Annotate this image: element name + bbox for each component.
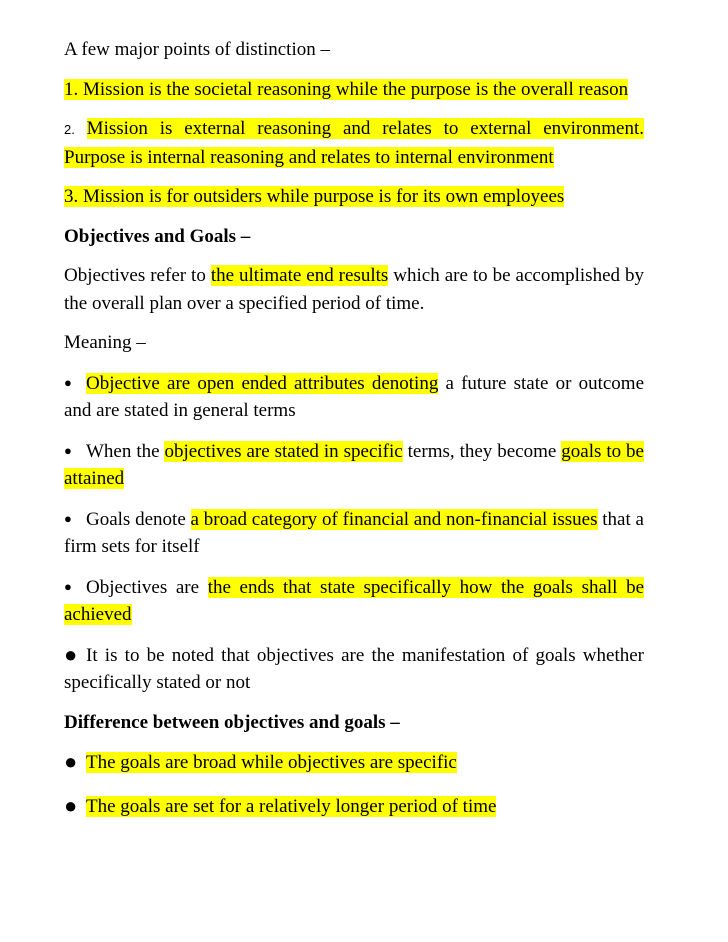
meaning-bullet-2: ● When the objectives are stated in specific terms, they become goals to be attained bbox=[64, 437, 644, 493]
meaning-bullet-3: ● Goals denote a broad category of financial and non-financial issues that a firm sets for itself bbox=[64, 505, 644, 561]
bullet-icon: ● bbox=[64, 578, 72, 594]
point-3 bbox=[64, 183, 644, 211]
point-2 bbox=[64, 115, 644, 171]
highlight: a broad category of financial and non-financial issues bbox=[190, 508, 598, 530]
highlight: The goals are set for a relatively longer period of time bbox=[86, 795, 497, 817]
objectives-definition: Objectives refer to the ultimate end results which are to be accomplished by the overall plan over a specified period of time. bbox=[64, 265, 644, 314]
meaning-heading: Meaning – bbox=[64, 332, 146, 353]
highlight: The goals are broad while objectives are specific bbox=[86, 752, 457, 773]
bullet-icon: ● bbox=[64, 641, 78, 667]
meaning-bullet-5: ● It is to be noted that objectives are the manifestation of goals whether specifically stated or not bbox=[64, 641, 644, 693]
objectives-heading: Objectives and Goals – bbox=[64, 225, 251, 247]
bullet-icon: ● bbox=[64, 792, 78, 818]
highlight: 1. Mission is the societal reasoning while the purpose is the overall reason bbox=[64, 78, 629, 100]
meaning-bullet-4: ● Objectives are the ends that state specifically how the goals shall be achieved bbox=[64, 573, 644, 629]
highlight: the ends that state specifically how the goals shall be achieved bbox=[64, 576, 644, 625]
bullet-icon: ● bbox=[64, 749, 78, 774]
bullet-icon: ● bbox=[64, 374, 72, 390]
point-number: 2. bbox=[64, 122, 75, 137]
difference-bullet-1 bbox=[64, 748, 644, 777]
point-1 bbox=[64, 76, 644, 104]
meaning-bullet-1: ● Objective are open ended attributes denoting a future state or outcome and are stated in general terms bbox=[64, 369, 644, 425]
highlight: the ultimate end results bbox=[210, 265, 389, 286]
highlight: Objective are open ended attributes denoting bbox=[86, 372, 439, 394]
intro-heading: A few major points of distinction – bbox=[64, 39, 330, 60]
highlight: Mission is external reasoning and relates to external environment. Purpose is internal reasoning and relates to internal environment bbox=[64, 118, 644, 168]
highlight: objectives are stated in specific bbox=[164, 440, 403, 462]
highlight: 3. Mission is for outsiders while purpose is for its own employees bbox=[64, 186, 565, 207]
bullet-icon: ● bbox=[64, 510, 72, 526]
highlight: goals to be attained bbox=[64, 440, 644, 489]
bullet-icon: ● bbox=[64, 442, 72, 458]
difference-bullet-2 bbox=[64, 792, 644, 821]
difference-heading: Difference between objectives and goals – bbox=[64, 711, 400, 733]
